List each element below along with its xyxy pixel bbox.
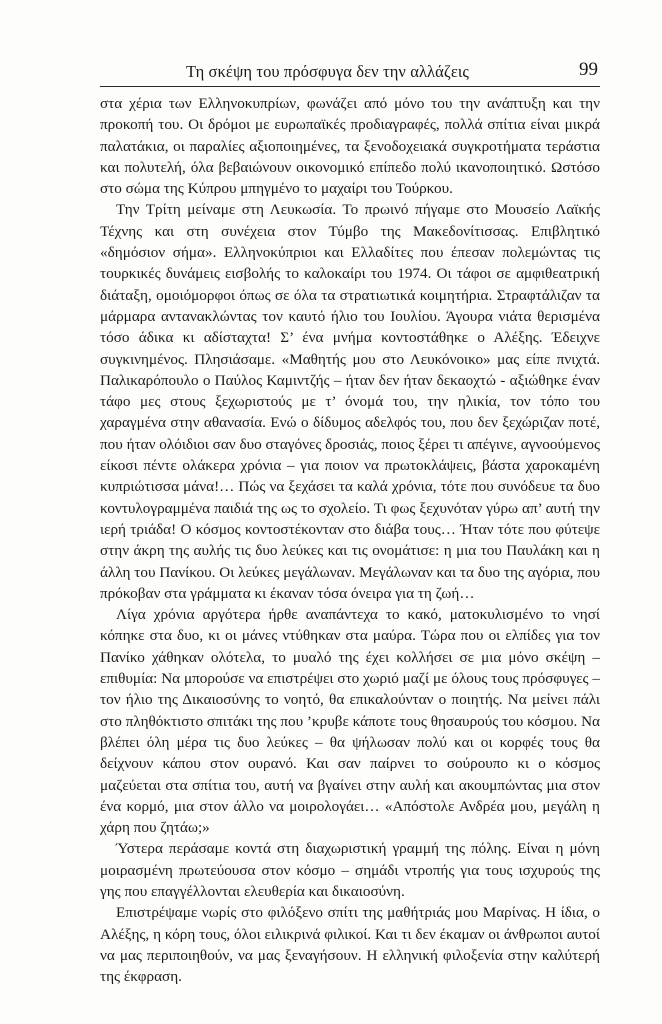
header-rule (100, 86, 600, 87)
paragraph: Επιστρέψαμε νωρίς στο φιλόξενο σπίτι της μαθήτριάς μου Μαρίνας. Η ίδια, ο Αλέξης, η κόρη τους, όλοι ειλικρινά φιλικοί. Και τι δεν έκαμαν οι άνθρωποι αυτοί να μας περιποιηθούν, να μας ξεναγήσουν. Η ελληνική φιλοξενία στην καλύτερή της έκφραση. (100, 904, 600, 986)
page-header (100, 59, 600, 88)
page-number: 99 (579, 59, 598, 80)
paragraph: Την Τρίτη μείναμε στη Λευκωσία. Το πρωινό πήγαμε στο Μουσείο Λαϊκής Τέχνης και στη συνέχεια στον Τύμβο της Μακεδονίτισσας. Επιβλητικό «δημόσιον σήμα». Ελληνοκύπριοι και Ελλαδίτες που έπεσαν πολεμώντας τις τουρκικές δυνάμεις εισβολής το καλοκαίρι του 1974. Οι τάφοι σε αμφιθεατρική διάταξη, ομοιόμορφοι όπως σε όλα τα στρατιωτικά κοιμητήρια. Στραφτάλιζαν τα μάρμαρα αντανακλώντας τον καυτό ήλιο του Ιουλίου. Άγουρα νιάτα θερισμένα τόσο άδικα κι αδίσταχτα! Σ’ ένα μνήμα κοντοστάθηκε ο Αλέξης. Έδειχνε συγκινημένος. Πλησιάσαμε. «Μαθητής μου στο Λευκόνοικο» μας είπε πνιχτά. Παλικαρόπουλο ο Παύλος Καμιντζής – ήταν δεν ήταν δεκαοχτώ - αξιώθηκε έναν τάφο μες στους ξεχωριστούς με τ’ όνομά του, την ηλικία, τον τόπο του χαραγμένα στην αθανασία. Ενώ ο δίδυμος αδελφός του, που δεν ξεχώριζαν ποτέ, που ήταν ολόιδιοι σαν δυο σταγόνες δροσιάς, ποιος ξέρει τι απέγινε, αγνοούμενος είκοσι πέντε ολάκερα χρόνια – για ποιον να πρωτοκλάψεις, βάστα χαροκαμένη κυπριώτισσα μάνα!… Πώς να ξεχάσει τα καλά χρόνια, τότε που συνόδευε τα δυο κοντυλογραμμένα παιδιά της ως το σχολείο. Τι φως ξεχυνόταν γύρω απ’ αυτή την ιερή τριάδα! Ο κόσμος κοντοστέκονταν στο διάβα τους… Ήταν τότε που φύτεψε στην άκρη της αυλής τις δυο λεύκες και τις ονομάτισε: η μια του Παυλάκη και η άλλη του Πανίκου. Οι λεύκες μεγάλωναν. Μεγάλωναν και τα δυο της αγόρια, που πρόκοβαν στα γράμματα κι έκαναν τόσα όνειρα για τη ζωή… (100, 201, 600, 602)
body-text (100, 93, 600, 987)
paragraph: Λίγα χρόνια αργότερα ήρθε αναπάντεχα το κακό, ματοκυλισμένο το νησί κόπηκε στα δυο, κι οι μάνες ντύθηκαν στα μαύρα. Τώρα που οι ελπίδες για τον Πανίκο χάθηκαν ολότελα, το μυαλό της έχει κολλήσει σε μια μόνο σκέψη – επιθυμία: Να μπορούσε να επιστρέψει στο χωριό μαζί με όλους τους πρόσφυγες – τον ήλιο της Δικαιοσύνης το νοητό, θα επικαλούνταν ο ποιητής. Να μείνει πάλι στο πληθόκτιστο σπιτάκι της που ’κρυβε κάποτε τους θησαυρούς του κόσμου. Να βλέπει όλη μέρα τις δυο λεύκες – θα ψήλωσαν πολύ και οι κορφές τους θα δείχνουν κάπου στον ουρανό. Και σαν παίρνει το σούρουπο κι ο κόσμος μαζεύεται στα σπίτια του, αυτή να βγαίνει στην αυλή και ακουμπώντας μια στον ένα κορμό, μια στον άλλο να μοιρολογάει… «Απόστολε Ανδρέα μου, μεγάλη η χάρη που ζητάω;» (100, 606, 600, 837)
paragraph: Ύστερα περάσαμε κοντά στη διαχωριστική γραμμή της πόλης. Είναι η μόνη μοιρασμένη πρωτεύουσα στον κόσμο – σημάδι ντροπής για τους ισχυρούς της γης που επαγγέλλονται ελευθερία και δικαιοσύνη. (100, 840, 600, 900)
paragraph: στα χέρια των Ελληνοκυπρίων, φωνάζει από μόνο του την ανάπτυξη και την προκοπή του. Οι δρόμοι με ευρωπαϊκές προδιαγραφές, πολλά σπίτια είναι μικρά παλατάκια, οι παραλίες αξιοποιημένες, τα ξενοδοχειακά συγκροτήματα τεράστια και πολυτελή, όλα βεβαιώνουν οικονομικό επίπεδο πολύ ικανοποιητικό. Ωστόσο στο σώμα της Κύπρου μπηγμένο το μαχαίρι του Τούρκου. (100, 95, 600, 198)
running-title: Τη σκέψη του πρόσφυγα δεν την αλλάζεις (186, 62, 470, 81)
